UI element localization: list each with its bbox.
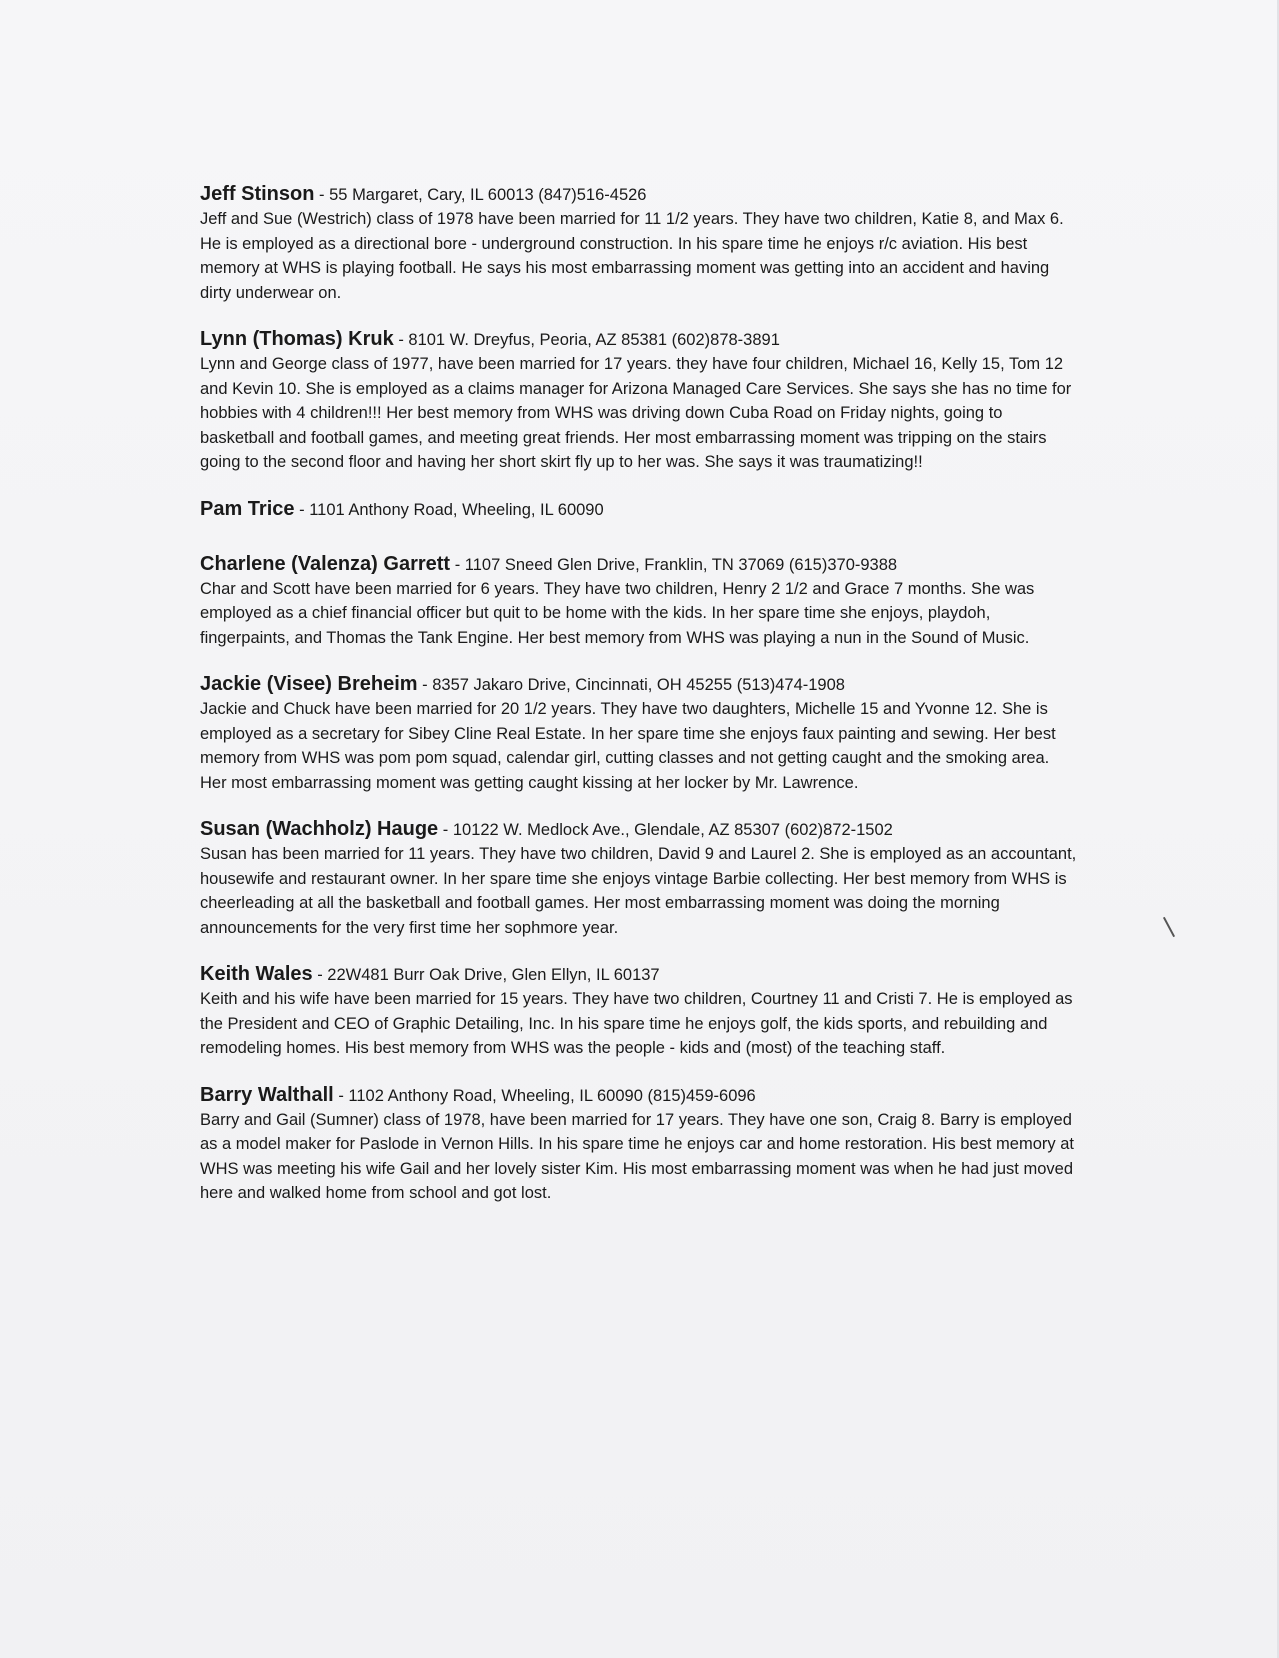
entry-address: - 1102 Anthony Road, Wheeling, IL 60090 (815)459-6096 <box>338 1086 756 1105</box>
entry-heading <box>200 962 1100 987</box>
entry-address: - 22W481 Burr Oak Drive, Glen Ellyn, IL 60137 <box>317 966 660 984</box>
entry-address: - 8101 W. Dreyfus, Peoria, AZ 85381 (602)878-3891 <box>398 331 780 349</box>
alumni-entry <box>200 1083 1100 1206</box>
entry-heading <box>200 817 1100 842</box>
alumni-entry <box>200 497 1100 522</box>
entry-heading <box>200 327 1100 352</box>
entry-body: Jackie and Chuck have been married for 20 1/2 years. They have two daughters, Michelle 15 and Yvonne 12. She is employed as a secretary for Sibey Cline Real Estate. In her spare time she enjoys faux painting and sewing. Her best memory from WHS was pom pom squad, calendar girl, cutting classes and not getting caught and the smoking area. Her most embarrassing moment was getting caught kissing at her locker by Mr. Lawrence. <box>200 700 1056 792</box>
entry-heading <box>200 1083 1100 1108</box>
entry-address: - 8357 Jakaro Drive, Cincinnati, OH 45255 (513)474-1908 <box>422 676 845 694</box>
stray-pen-mark <box>1163 917 1175 937</box>
entry-body: Char and Scott have been married for 6 years. They have two children, Henry 2 1/2 and Grace 7 months. She was employed as a chief financial officer but quit to be home with the kids. In her spare time she enjoys, playdoh, fingerpaints, and Thomas the Tank Engine. Her best memory from WHS was playing a nun in the Sound of Music. <box>200 579 1035 647</box>
entry-body: Keith and his wife have been married for 15 years. They have two children, Courtney 11 and Cristi 7. He is employed as the President and CEO of Graphic Detailing, Inc. In his spare time he enjoys golf, the kids sports, and rebuilding and remodeling homes. His best memory from WHS was the people - kids and (most) of the teaching staff. <box>200 990 1073 1057</box>
alumni-entry <box>200 817 1100 940</box>
entry-heading <box>200 672 1100 697</box>
entry-name: Jeff Stinson <box>200 183 315 205</box>
alumni-entry <box>200 182 1100 305</box>
entry-name: Jackie (Visee) Breheim <box>200 673 418 695</box>
alumni-entry <box>200 672 1100 795</box>
alumni-entry <box>200 552 1100 651</box>
entry-address: - 1101 Anthony Road, Wheeling, IL 60090 <box>299 500 604 519</box>
entry-address: - 10122 W. Medlock Ave., Glendale, AZ 85307 (602)872-1502 <box>442 821 893 839</box>
entry-heading <box>200 552 1100 577</box>
alumni-entry <box>200 962 1100 1061</box>
entry-body: Jeff and Sue (Westrich) class of 1978 have been married for 11 1/2 years. They have two children, Katie 8, and Max 6. He is employed as a directional bore - underground construction. In his spare time he enjoys r/c aviation. His best memory at WHS is playing football. He says his most embarrassing moment was getting into an accident and having dirty underwear on. <box>200 210 1064 302</box>
entry-name: Charlene (Valenza) Garrett <box>200 552 451 575</box>
alumni-entry <box>200 327 1100 475</box>
entry-heading <box>200 182 1100 207</box>
entry-body: Lynn and George class of 1977, have been married for 17 years. they have four children, Michael 16, Kelly 15, Tom 12 and Kevin 10. She is employed as a claims manager for Arizona Managed Care Services. She says she has no time for hobbies with 4 children!!! Her best memory from WHS was driving down Cuba Road on Friday nights, going to basketball and football games, and meeting great friends. Her most embarrassing moment was tripping on the stairs going to the second floor and having her short skirt fly up to her was. She says it was traumatizing!! <box>200 355 1072 471</box>
entry-body: Susan has been married for 11 years. They have two children, David 9 and Laurel 2. She is employed as an accountant, housewife and restaurant owner. In her spare time she enjoys vintage Barbie collecting. Her best memory from WHS is cheerleading at all the basketball and football games. Her most embarrassing moment was doing the morning announcements for the very first time her sophmore year. <box>200 845 1077 937</box>
entry-name: Barry Walthall <box>200 1083 334 1106</box>
entry-address: - 1107 Sneed Glen Drive, Franklin, TN 37069 (615)370-9388 <box>454 555 898 574</box>
entry-address: - 55 Margaret, Cary, IL 60013 (847)516-4526 <box>319 186 647 204</box>
entry-name: Keith Wales <box>200 963 313 985</box>
entry-name: Pam Trice <box>200 497 295 520</box>
entry-name: Susan (Wachholz) Hauge <box>200 818 439 840</box>
alumni-entries-list <box>200 182 1100 1226</box>
entry-body: Barry and Gail (Sumner) class of 1978, have been married for 17 years. They have one son, Craig 8. Barry is employed as a model maker for Paslode in Vernon Hills. In his spare time he enjoys car and home restoration. His best memory at WHS was meeting his wife Gail and her lovely sister Kim. His most embarrassing moment was when he had just moved here and walked home from school and got lost. <box>200 1110 1074 1202</box>
entry-name: Lynn (Thomas) Kruk <box>200 328 394 350</box>
entry-heading <box>200 497 1100 522</box>
